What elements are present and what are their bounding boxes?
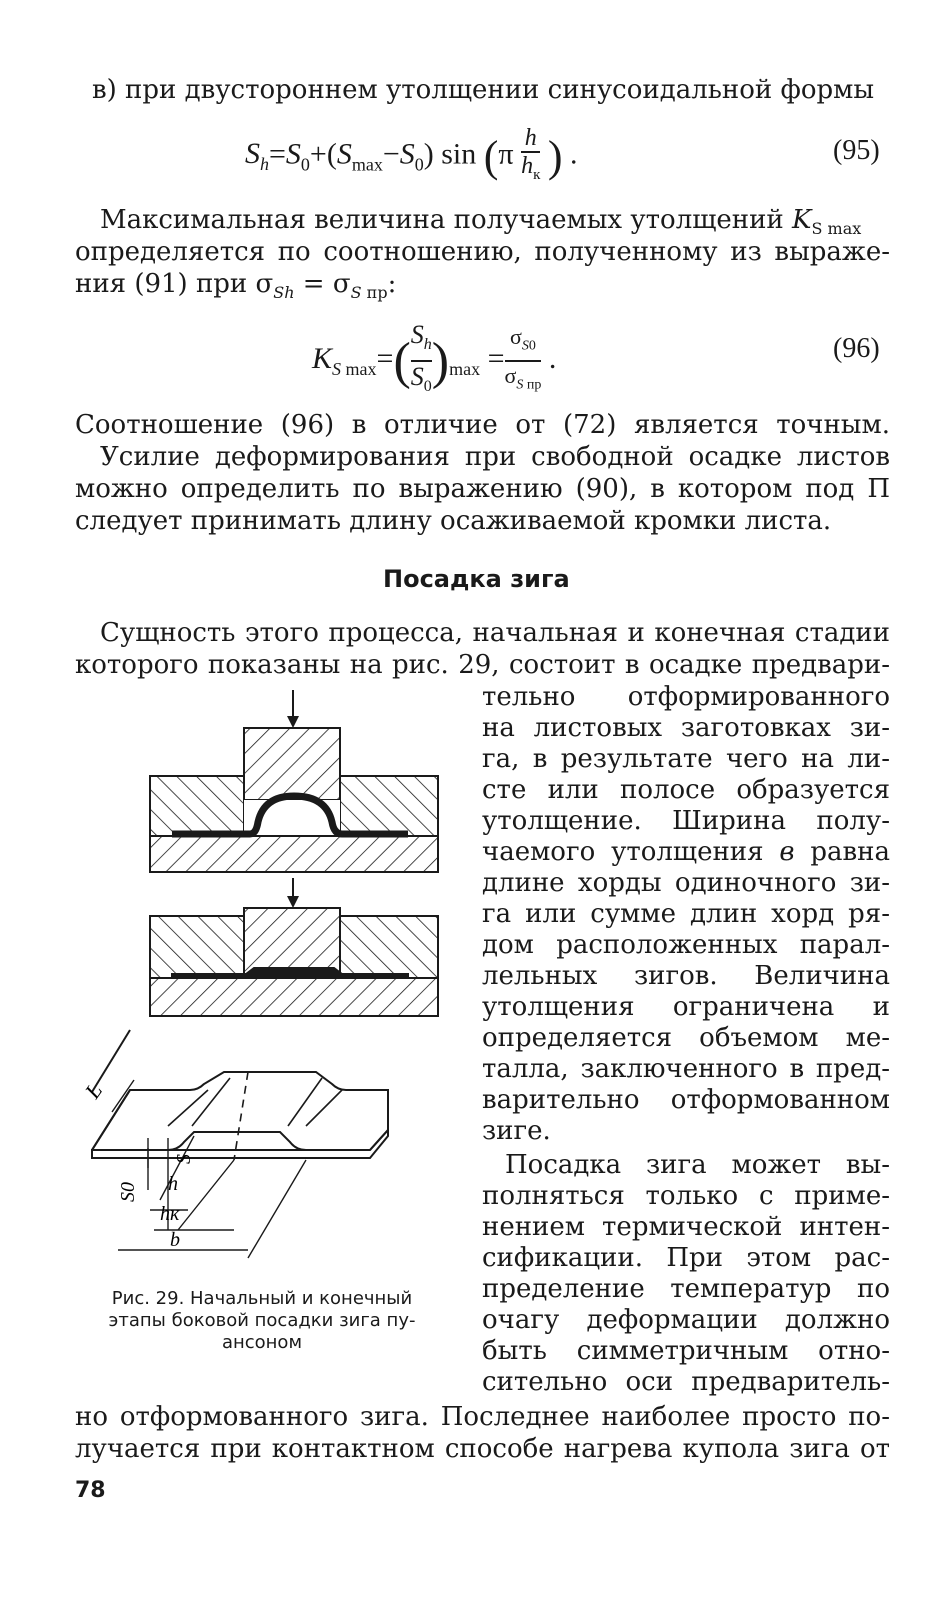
para4-right-line: пределение температур по <box>482 1274 890 1304</box>
para1-line3: ния (91) при $\sigma_{Sh} = \sigma_{S пр}$: <box>75 269 397 303</box>
label-hk: hк <box>160 1203 180 1225</box>
para3-right-line: дом расположенных парал- <box>482 930 890 960</box>
para3-right-line: чаемого утолщения в равна <box>482 837 890 867</box>
para2-line4: следует принимать длину осаживаемой кромки листа. <box>75 506 832 536</box>
equation-96-number: (96) <box>833 333 880 364</box>
para3-right-line: варительно отформованном <box>482 1085 890 1115</box>
para3-right-line: утолщение. Ширина полу- <box>482 806 890 836</box>
equation-95: $S_h=S_0+(S_{max}-S_0)$ sin (π h $h_к$ ) . <box>245 125 578 188</box>
para2-line2: Усилие деформирования при свободной осадке листов <box>100 442 890 472</box>
figure-caption <box>72 1288 452 1354</box>
para3-right-line: сте или полосе образуется <box>482 775 890 805</box>
para3-right-line: длине хорды одиночного зи- <box>482 868 890 898</box>
para3-right-line: га, в результате чего на ли- <box>482 744 890 774</box>
intro-line: в) при двустороннем утолщении синусоидальной формы <box>92 75 875 105</box>
para1-line1: Максимальная величина получаемых утолщений $K_{S max}$ <box>100 205 862 239</box>
stage-final <box>150 878 438 1016</box>
equation-96: $K_{S max}=(\frac{S_h}{S_0}$ )$_{max} =\sigma_{S0}$ $\sigma_{S пр}$ . <box>312 320 556 402</box>
para3-right-line: талла, заключенного в пред- <box>482 1054 890 1084</box>
label-S0: S0 <box>117 1182 139 1202</box>
para4-full-line: лучается при контактном способе нагрева купола зига от <box>75 1434 890 1464</box>
para2-line1: Соотношение (96) в отличие от (72) является точным. <box>75 410 890 440</box>
para4-full-line: но отформованного зига. Последнее наиболее просто по- <box>75 1402 890 1432</box>
para3-right-line: лельных зигов. Величина <box>482 961 890 991</box>
para4-right-line: сительно оси предваритель- <box>482 1367 890 1397</box>
para2-line3: можно определить по выражению (90), в котором под П <box>75 474 890 504</box>
section-heading: Посадка зига <box>383 565 570 593</box>
page-number: 78 <box>75 1478 106 1503</box>
para4-right-line: быть симметричным отно- <box>482 1336 890 1366</box>
para3-right-line: на листовых заготовках зи- <box>482 713 890 743</box>
para4-right-line: полняться только с приме- <box>482 1181 890 1211</box>
figure-29 <box>70 690 470 1270</box>
para1-line2: определяется по соотношению, полученному из выраже- <box>75 237 890 267</box>
para3-right-line: тельно отформированного <box>482 682 890 712</box>
label-S: S <box>173 1154 195 1164</box>
label-h: h <box>168 1173 178 1195</box>
para3-right-line: утолщения ограничена и <box>482 992 890 1022</box>
para3-line2: которого показаны на рис. 29, состоит в осадке предвари- <box>75 650 890 680</box>
caption-line: Рис. 29. Начальный и конечный <box>111 1288 413 1309</box>
para3-right-line: га или сумме длин хорд ря- <box>482 899 890 929</box>
equation-95-number: (95) <box>833 135 880 166</box>
para4-right-line: сификации. При этом рас- <box>482 1243 890 1273</box>
para3-right-line: определяется объемом ме- <box>482 1023 890 1053</box>
plate-3d <box>92 1030 388 1258</box>
para3-right-line: зиге. <box>482 1116 551 1146</box>
caption-line: этапы боковой посадки зига пу- <box>108 1310 416 1331</box>
label-b: b <box>170 1229 180 1251</box>
para3-line1: Сущность этого процесса, начальная и конечная стадии <box>100 618 890 648</box>
para4-right-line: очагу деформации должно <box>482 1305 890 1335</box>
para4-right-line: нением термической интен- <box>482 1212 890 1242</box>
stage-initial <box>150 690 438 872</box>
para4-right-line: Посадка зига может вы- <box>505 1150 890 1180</box>
label-L: L <box>79 1078 108 1103</box>
caption-line: ансоном <box>221 1332 303 1353</box>
